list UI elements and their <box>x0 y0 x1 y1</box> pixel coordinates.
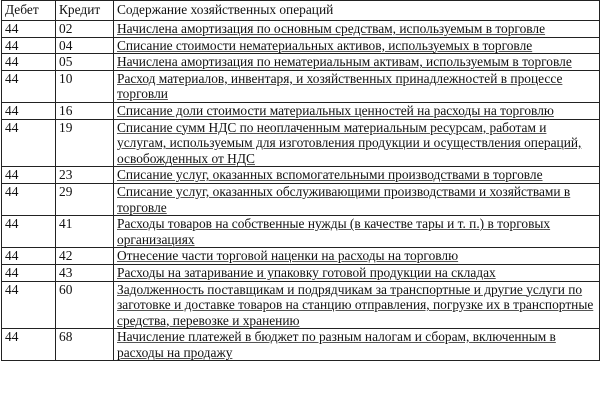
credit-cell: 43 <box>56 264 114 281</box>
description-cell <box>114 21 600 38</box>
description-column-header <box>114 1 600 21</box>
description-text: Начислена амортизация по основным средствам, используемым в торговле <box>117 21 546 36</box>
debit-cell: 44 <box>2 329 56 361</box>
debit-cell: 44 <box>2 119 56 167</box>
description-text: Списание сумм НДС по неоплаченным материальным ресурсам, работам и услугам, используемым для изготовления продукции и осуществления операций, освобожденных от НДС <box>117 119 582 166</box>
table-row <box>2 119 600 167</box>
header-row <box>2 1 600 21</box>
credit-cell: 10 <box>56 70 114 102</box>
description-cell <box>114 329 600 361</box>
description-text: Отнесение части торговой наценки на расходы на торговлю <box>117 248 459 264</box>
credit-cell: 05 <box>56 54 114 71</box>
description-cell <box>114 37 600 54</box>
table-row <box>2 216 600 248</box>
table-row <box>2 102 600 119</box>
debit-cell: 44 <box>2 102 56 119</box>
debit-cell: 44 <box>2 183 56 215</box>
credit-cell: 68 <box>56 329 114 361</box>
credit-cell: 41 <box>56 216 114 248</box>
credit-cell: 23 <box>56 167 114 184</box>
table-row <box>2 70 600 102</box>
credit-cell: 42 <box>56 248 114 265</box>
credit-column-header: Кредит <box>56 1 114 21</box>
debit-cell: 44 <box>2 70 56 102</box>
table-row <box>2 248 600 265</box>
description-cell <box>114 54 600 71</box>
debit-cell: 44 <box>2 167 56 184</box>
debit-cell: 44 <box>2 37 56 54</box>
description-text: Задолженность поставщикам и подрядчикам за транспортные и другие услуги по заготовке и доставке товаров на станцию отправления, погрузке их в транспортные средства, перевозке и хранению <box>117 281 594 328</box>
table-row <box>2 264 600 281</box>
description-cell <box>114 248 600 265</box>
credit-cell: 19 <box>56 119 114 167</box>
credit-cell: 16 <box>56 102 114 119</box>
debit-cell: 44 <box>2 248 56 265</box>
description-text: Списание стоимости нематериальных активов, используемых в торговле <box>117 37 533 53</box>
table-row <box>2 167 600 184</box>
table-row <box>2 329 600 361</box>
description-cell <box>114 183 600 215</box>
description-cell <box>114 119 600 167</box>
description-cell <box>114 216 600 248</box>
table-header <box>2 1 600 21</box>
description-text: Списание доли стоимости материальных ценностей на расходы на торговлю <box>117 102 554 118</box>
description-cell <box>114 264 600 281</box>
table-row <box>2 21 600 38</box>
table-row <box>2 183 600 215</box>
debit-cell: 44 <box>2 21 56 38</box>
credit-cell: 29 <box>56 183 114 215</box>
accounting-entries-table <box>1 0 600 361</box>
debit-cell: 44 <box>2 216 56 248</box>
credit-cell: 02 <box>56 21 114 38</box>
description-header-text: Содержание хозяйственных операций <box>117 2 334 17</box>
description-text: Расход материалов, инвентаря, и хозяйственных принадлежностей в процессе торговли <box>117 70 563 102</box>
credit-cell: 60 <box>56 281 114 329</box>
description-text: Начисление платежей в бюджет по разным налогам и сборам, включенным в расходы на продажу <box>117 329 556 360</box>
description-text: Начислена амортизация по нематериальным активам, используемым в торговле <box>117 54 572 70</box>
debit-cell: 44 <box>2 281 56 329</box>
table-row <box>2 281 600 329</box>
table-row <box>2 37 600 54</box>
table-row <box>2 54 600 71</box>
debit-cell: 44 <box>2 264 56 281</box>
debit-column-header: Дебет <box>2 1 56 21</box>
description-cell <box>114 167 600 184</box>
description-cell <box>114 281 600 329</box>
description-text: Списание услуг, оказанных обслуживающими производствами и хозяйствами в торговле <box>117 183 571 215</box>
table-body <box>2 21 600 361</box>
description-text: Списание услуг, оказанных вспомогательными производствами в торговле <box>117 167 543 183</box>
description-text: Расходы на затаривание и упаковку готовой продукции на складах <box>117 264 496 280</box>
debit-cell: 44 <box>2 54 56 71</box>
description-cell <box>114 102 600 119</box>
credit-cell: 04 <box>56 37 114 54</box>
description-cell <box>114 70 600 102</box>
description-text: Расходы товаров на собственные нужды (в качестве тары и т. п.) в торговых организациях <box>117 216 551 247</box>
